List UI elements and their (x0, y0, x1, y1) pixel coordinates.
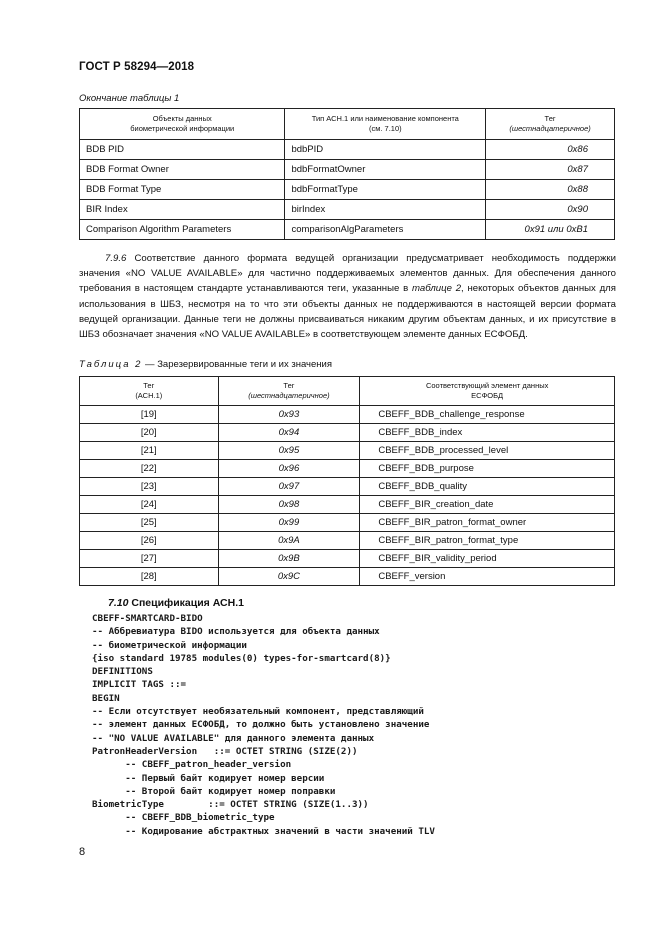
table2-cell-element: CBEFF_BDB_quality (360, 478, 615, 496)
code-line: -- Если отсутствует необязательный компонент, представляющий (92, 706, 424, 718)
table-row (80, 532, 615, 550)
table1-cell-tag: 0x91 или 0xB1 (486, 220, 615, 240)
table2-cell-hex: 0x97 (218, 478, 360, 496)
table2-cell-asn: [19] (80, 406, 219, 424)
table2-cell-asn: [23] (80, 478, 219, 496)
code-line: -- CBEFF_patron_header_version (92, 759, 292, 771)
code-line: -- Аббревиатура BIDO используется для объекта данных (92, 626, 380, 638)
paragraph-7-9-6: 7.9.6 Соответствие данного формата ведущей организации предусматривает необходимость поддержки значения «NO VALUE AVAILABLE» для частично поддерживаемых элементов данных. Для обеспечения данного требования в настоящем стандарте устанавливаются теги, указанные в таблице 2, некоторых объектов данных для использования в ШБЗ, несмотря на то что эти объекты данных не поддерживаются в настоящей версии формата ведущей организации. Данные теги не должны присваиваться никаким другим объектам данных, и их присутствие в ШБЗ обозначает значения «NO VALUE AVAILABLE» в соответствующем элементе данных ЕСФОБД. (79, 253, 616, 341)
table2-cell-hex: 0x9B (218, 550, 360, 568)
table-row (80, 478, 615, 496)
code-line: -- биометрической информации (92, 639, 247, 651)
code-line: -- Первый байт кодирует номер версии (92, 772, 325, 784)
asn1-code-block (92, 612, 435, 838)
table-row (80, 200, 615, 220)
table1-cell-asn: comparisonAlgParameters (285, 220, 486, 240)
table-row (80, 442, 615, 460)
page-number: 8 (79, 846, 86, 858)
table2-cell-element: CBEFF_BDB_challenge_response (360, 406, 615, 424)
paragraph-number: 7.9.6 (105, 253, 127, 264)
table2-header-asn: Тег (АСН.1) (80, 377, 219, 406)
table2-header-hex: Тег (шестнадцатеричное) (218, 377, 360, 406)
table2-cell-asn: [21] (80, 442, 219, 460)
table2-cell-element: CBEFF_BIR_creation_date (360, 496, 615, 514)
table-2 (79, 376, 615, 586)
code-line: -- Кодирование абстрактных значений в части значений TLV (92, 825, 435, 837)
table-row (80, 180, 615, 200)
table2-cell-hex: 0x9A (218, 532, 360, 550)
table2-caption: Таблица 2 — Зарезервированные теги и их значения (79, 359, 332, 370)
table2-cell-hex: 0x9C (218, 568, 360, 586)
table2-cell-asn: [28] (80, 568, 219, 586)
table2-cell-asn: [20] (80, 424, 219, 442)
table1-header-row (80, 109, 615, 140)
table2-cell-hex: 0x96 (218, 460, 360, 478)
table2-cell-asn: [27] (80, 550, 219, 568)
table2-cell-hex: 0x94 (218, 424, 360, 442)
code-line: -- CBEFF_BDB_biometric_type (92, 812, 275, 824)
section-heading: 7.10 Спецификация АСН.1 (108, 597, 244, 609)
table1-cell-object: BDB Format Type (80, 180, 285, 200)
document-header: ГОСТ Р 58294—2018 (79, 61, 195, 73)
table1-cell-tag: 0x87 (486, 160, 615, 180)
table1-cell-asn: bdbFormatOwner (285, 160, 486, 180)
table1-cell-tag: 0x90 (486, 200, 615, 220)
table2-cell-hex: 0x99 (218, 514, 360, 532)
table1-cell-asn: bdbFormatType (285, 180, 486, 200)
code-line: -- Второй байт кодирует номер поправки (92, 785, 336, 797)
table2-cell-asn: [22] (80, 460, 219, 478)
table-row (80, 140, 615, 160)
table2-header-element: Соответствующий элемент данных ЕСФОБД (360, 377, 615, 406)
table1-cell-object: BDB Format Owner (80, 160, 285, 180)
table-row (80, 406, 615, 424)
table1-header-objects: Объекты данных биометрической информации (80, 109, 285, 140)
table2-cell-hex: 0x93 (218, 406, 360, 424)
table-1 (79, 108, 615, 240)
table1-cell-tag: 0x88 (486, 180, 615, 200)
table1-header-asn: Тип АСН.1 или наименование компонента (см. 7.10) (285, 109, 486, 140)
table2-cell-element: CBEFF_version (360, 568, 615, 586)
table2-cell-element: CBEFF_BDB_processed_level (360, 442, 615, 460)
table2-header-row (80, 377, 615, 406)
table-row (80, 496, 615, 514)
code-line: BiometricType ::= OCTET STRING (SIZE(1..3)) (92, 799, 369, 811)
table2-cell-element: CBEFF_BIR_validity_period (360, 550, 615, 568)
table1-cell-object: BDB PID (80, 140, 285, 160)
table1-caption: Окончание таблицы 1 (79, 93, 180, 104)
table2-cell-asn: [26] (80, 532, 219, 550)
code-line: CBEFF-SMARTCARD-BIDO (92, 613, 203, 624)
table-reference: таблице 2 (411, 283, 462, 295)
table2-cell-element: CBEFF_BIR_patron_format_type (360, 532, 615, 550)
code-line: PatronHeaderVersion ::= OCTET STRING (SIZE(2)) (92, 745, 358, 757)
table2-cell-asn: [24] (80, 496, 219, 514)
table2-cell-element: CBEFF_BIR_patron_format_owner (360, 514, 615, 532)
code-line: BEGIN (92, 692, 120, 704)
table2-cell-asn: [25] (80, 514, 219, 532)
table1-cell-tag: 0x86 (486, 140, 615, 160)
code-line: DEFINITIONS (92, 666, 153, 678)
code-line: -- "NO VALUE AVAILABLE" для данного элемента данных (92, 732, 375, 744)
table-row (80, 550, 615, 568)
table-row (80, 424, 615, 442)
table1-cell-asn: bdbPID (285, 140, 486, 160)
table-row (80, 514, 615, 532)
table1-cell-object: BIR Index (80, 200, 285, 220)
table-row (80, 568, 615, 586)
table2-cell-hex: 0x98 (218, 496, 360, 514)
table2-cell-hex: 0x95 (218, 442, 360, 460)
table1-cell-asn: birIndex (285, 200, 486, 220)
code-line: -- элемент данных ЕСФОБД, то должно быть установлено значение (92, 719, 430, 731)
table-row (80, 220, 615, 240)
table1-cell-object: Comparison Algorithm Parameters (80, 220, 285, 240)
table-row (80, 160, 615, 180)
table2-cell-element: CBEFF_BDB_purpose (360, 460, 615, 478)
table-row (80, 460, 615, 478)
table1-header-tag: Тег (шестнадцатеричное) (486, 109, 615, 140)
code-line: {iso standard 19785 modules(0) types-for-smartcard(8)} (92, 652, 391, 664)
code-line: IMPLICIT TAGS ::= (92, 679, 187, 691)
table2-cell-element: CBEFF_BDB_index (360, 424, 615, 442)
